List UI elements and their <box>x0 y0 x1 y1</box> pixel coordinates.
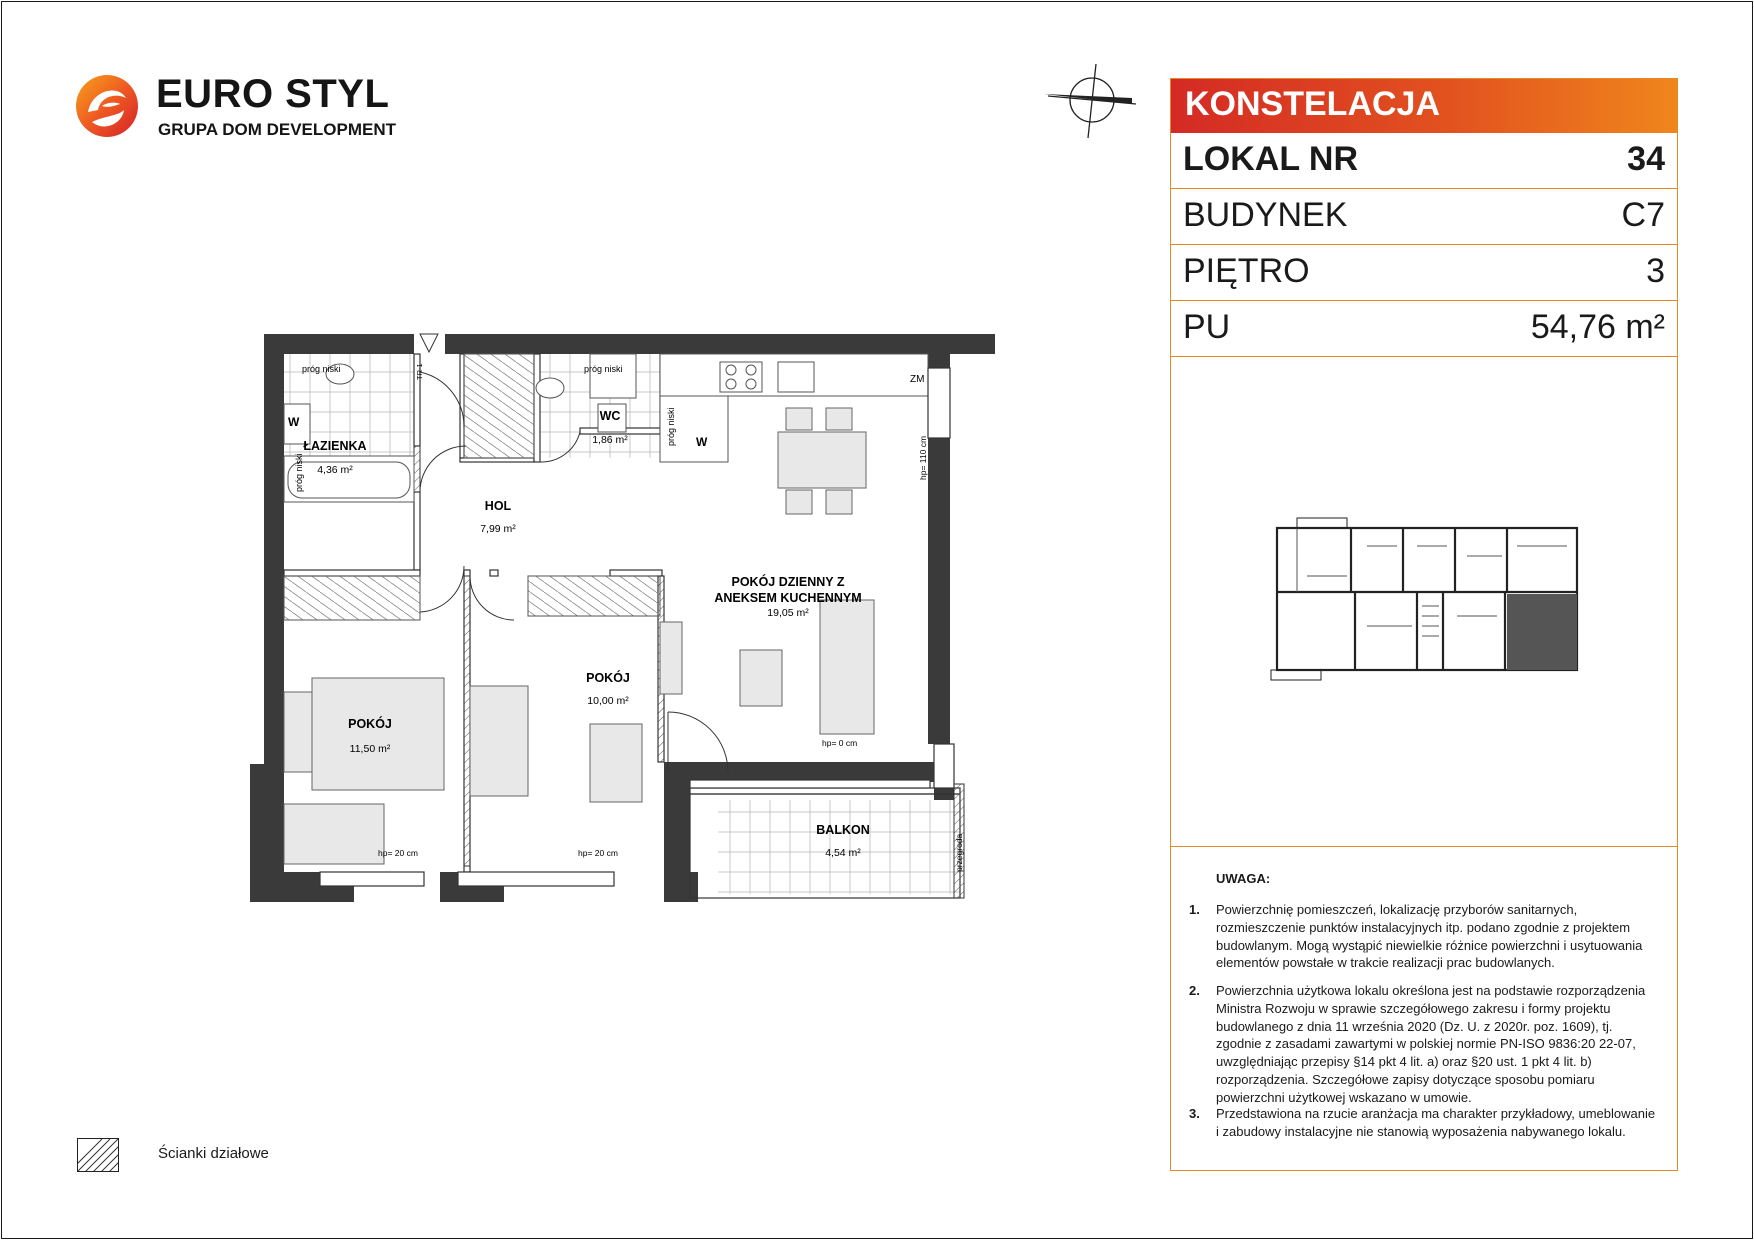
building-value: C7 <box>1621 196 1665 234</box>
note-1-text: Powierzchnię pomieszczeń, lokalizację przyborów sanitarnych, rozmieszczenie punktów instalacyjnych itp. podano zgodnie z projektem budowlanym. Mogą wystąpić niewielkie różnice powierzchni i usytuowania elementów powstałe w trakcie realizacji prac budowlanych. <box>1216 902 1643 971</box>
note-2-text: Powierzchnia użytkowa lokalu określona jest na podstawie rozporządzenia Ministra Rozwoju w sprawie szczegółowego zakresu i formy projektu budowlanego z dnia 11 września 2020 (Dz. U. z 2020r. poz. 1609), tj. zgodnie z zasadami zawartymi w polskiej normie PN-ISO 9836:20 22-07, uwzględniając przepisy §14 pkt 4 lit. a) oraz §20 ust. 1 pkt 4 lit. b) rozporządzenia. Szczegółowe zapisy dotyczące sposobu pomiaru powierzchni użytkowej wskazano w umowie. <box>1216 983 1646 1105</box>
partition-walls-swatch <box>77 1138 119 1172</box>
threshold-bath: próg niski <box>302 364 341 374</box>
apartment-info-panel <box>1170 78 1678 1171</box>
row-usable-area <box>1171 301 1677 357</box>
note-2-number: 2. <box>1189 983 1200 998</box>
brand-tagline: GRUPA DOM DEVELOPMENT <box>158 120 397 139</box>
living-area: 19,05 m² <box>767 607 809 619</box>
floor-label: PIĘTRO <box>1183 252 1310 290</box>
balcony-name: BALKON <box>816 823 870 837</box>
room1-window-height: hp= 20 cm <box>378 848 418 858</box>
bathroom-area: 4,36 m² <box>317 464 353 476</box>
north-arrow-icon <box>1040 62 1140 142</box>
living-name-line1: POKÓJ DZIENNY Z <box>731 575 845 589</box>
window-height-note: hp= 110 cm <box>918 435 928 480</box>
project-title-bar <box>1171 79 1677 133</box>
unit-label: LOKAL NR <box>1183 140 1359 178</box>
meter-label: ZM <box>910 374 925 385</box>
building-key-plan <box>1267 516 1587 681</box>
notes-section <box>1171 846 1677 1171</box>
shaft-label: TR-1 <box>415 363 424 380</box>
brand-logo <box>74 70 397 140</box>
room1-name: POKÓJ <box>348 717 392 731</box>
door-height-note: hp= 0 cm <box>822 738 858 748</box>
area-label: PU <box>1183 308 1231 346</box>
balcony-partition-note: przegroda <box>954 833 964 872</box>
room2-area: 10,00 m² <box>587 695 629 707</box>
threshold-tub: próg niski <box>294 453 304 492</box>
room1-area: 11,50 m² <box>349 743 391 755</box>
note-3-number: 3. <box>1189 1106 1200 1121</box>
row-unit-number <box>1171 133 1677 189</box>
area-value: 54,76 m² <box>1530 308 1665 346</box>
note-3-text: Przedstawiona na rzucie aranżacja ma charakter przykładowy, umeblowanie i zabudowy instalacyjne nie stanowią wyposażenia nabywanego lokalu. <box>1216 1106 1656 1139</box>
row-building <box>1171 189 1677 245</box>
floor-value: 3 <box>1646 252 1665 290</box>
euro-styl-logo-icon <box>74 70 140 140</box>
notes-heading: UWAGA: <box>1216 871 1271 886</box>
water-mark-bath: W <box>288 415 300 429</box>
note-1-number: 1. <box>1189 902 1200 917</box>
unit-value: 34 <box>1627 140 1665 178</box>
threshold-wc: próg niski <box>584 364 623 374</box>
hall-area: 7,99 m² <box>480 523 516 535</box>
highlighted-unit <box>1507 594 1577 670</box>
project-name: KONSTELACJA <box>1185 85 1441 123</box>
balcony-area: 4,54 m² <box>825 847 861 859</box>
floor-plan <box>250 332 995 912</box>
living-name-line2: ANEKSEM KUCHENNYM <box>714 591 862 605</box>
room2-name: POKÓJ <box>586 671 630 685</box>
hall-name: HOL <box>484 499 512 513</box>
wc-name: WC <box>599 409 621 423</box>
room2-window-height: hp= 20 cm <box>578 848 618 858</box>
wc-area: 1,86 m² <box>592 434 628 446</box>
water-mark-kitchen: W <box>696 435 708 449</box>
threshold-wc-side: próg niski <box>666 407 676 446</box>
row-floor <box>1171 245 1677 301</box>
building-label: BUDYNEK <box>1183 196 1348 234</box>
bathroom-name: ŁAZIENKA <box>303 439 367 453</box>
legend-label: Ścianki działowe <box>158 1145 269 1162</box>
brand-name: EURO STYL <box>156 72 390 116</box>
